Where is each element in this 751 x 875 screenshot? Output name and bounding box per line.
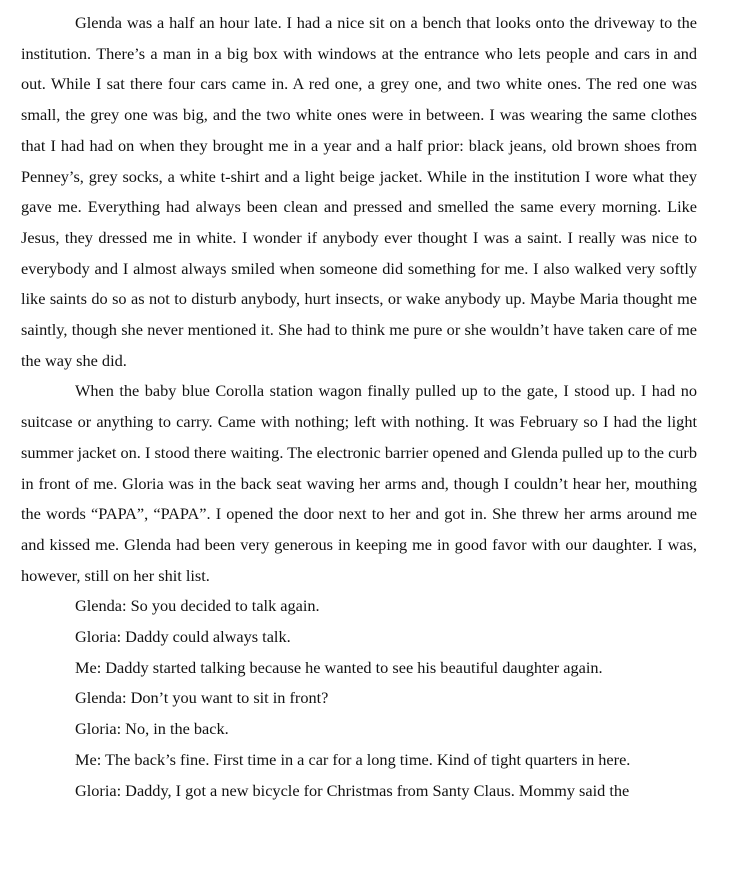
dialogue-line: Me: The back’s fine. First time in a car for a long time. Kind of tight quarters in here. — [75, 749, 631, 769]
dialogue-line: Gloria: Daddy could always talk. — [75, 627, 291, 647]
paragraph-1: Glenda was a half an hour late. I had a nice sit on a bench that looks onto the driveway to the institution. There’s a man in a big box with windows at the entrance who lets people and cars in and out. While I sat there four cars came in. A red one, a grey one, and two white ones. The red one was small, the grey one was big, and the two white ones were in between. I was wearing the same clothes that I had had on when they brought me in a year and a half prior: black jeans, old brown shoes from Penney’s, grey socks, a white t-shirt and a light beige jacket. While in the institution I wore what they gave me. Everything had always been clean and pressed and smelled the same every morning. Like Jesus, they dressed me in white. I wonder if anybody ever thought I was a saint. I really was nice to everybody and I almost always smiled when someone did something for me. I also walked very softly like saints do so as not to disturb anybody, hurt insects, or wake anybody up. Maybe Maria thought me saintly, though she never mentioned it. She had to think me pure or she wouldn’t have taken care of me the way she did. — [21, 13, 697, 370]
dialogue-line: Me: Daddy started talking because he wanted to see his beautiful daughter again. — [75, 657, 603, 677]
dialogue-line: Glenda: Don’t you want to sit in front? — [75, 688, 329, 708]
dialogue-line: Glenda: So you decided to talk again. — [75, 596, 320, 616]
document-page — [21, 8, 697, 806]
dialogue-line: Gloria: Daddy, I got a new bicycle for Christmas from Santy Claus. Mommy said the — [75, 780, 630, 800]
paragraph-2: When the baby blue Corolla station wagon finally pulled up to the gate, I stood up. I had no suitcase or anything to carry. Came with nothing; left with nothing. It was February so I had the light summer jacket on. I stood there waiting. The electronic barrier opened and Glenda pulled up to the curb in front of me. Gloria was in the back seat waving her arms and, though I couldn’t hear her, mouthing the words “PAPA”, “PAPA”. I opened the door next to her and got in. She threw her arms around me and kissed me. Glenda had been very generous in keeping me in good favor with our daughter. I was, however, still on her shit list. — [21, 381, 697, 585]
dialogue-line: Gloria: No, in the back. — [75, 719, 229, 739]
